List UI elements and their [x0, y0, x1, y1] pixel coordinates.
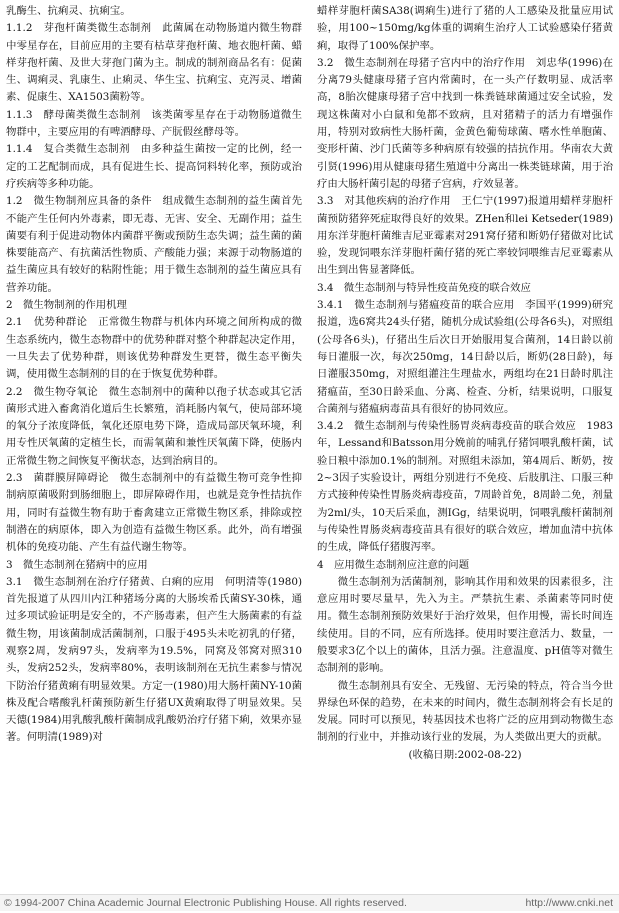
paragraph: 1.2 微生物制剂应具备的条件 组成微生态制剂的益生菌首先不能产生任何内外毒素，即无毒、无害、安全、无副作用；益生菌要有利于促进动物体内菌群平衡或预防生态失调；益生菌的菌株要能高产、有抗菌活性物质、产酸能力强；来源于动物肠道的益生菌应具有较好的粘附性能；用于微生态制剂的益生菌应具有营养功能。 [6, 195, 302, 294]
paragraph: 3.4.1 微生态制剂与猪瘟疫苗的联合应用 李国平(1999)研究报道，选6窝共24头仔猪，随机分成试验组(公母各6头)，对照组(公母各6头)，仔猪出生后次日开始服用复合菌剂，14日龄以前每日灌服一次，每次250mg，14日龄以后，断奶(28日龄)，每日灌服350mg，对照组灌注生理盐水，两组均在21日龄时肌注猪瘟苗，至30日龄采血、分离、检查、分析，结果说明，口服复合菌剂与猪瘟病毒苗具有很好的协同效应。 [317, 299, 613, 415]
paragraph: 2.2 微生物夺氧论 微生态制剂中的菌种以孢子状态或其它活菌形式进入畜禽消化道后生长繁殖，消耗肠内氧气，使局部环境的氧分子浓度降低，氧化还原电势下降，造成局部厌氧环境，利用专性厌氧菌的定植生长，而需氧菌和兼性厌氧菌下降，使肠内正常微生物之间恢复平衡状态，达到治病目的。 [6, 385, 302, 467]
paragraph: 2 微生物制剂的作用机理 [6, 299, 127, 312]
right-column [317, 3, 613, 883]
article-page [6, 3, 613, 883]
paragraph: 1.1.2 芽孢杆菌类微生态制剂 此菌属在动物肠道内微生物群中零星存在，目前应用的主要有枯草芽孢杆菌、地衣胞杆菌、蜡样芽孢杆菌、及世大芽孢门菌为主。制成的制剂商品名有：促菌生、调痢灵、乳康生、止痢灵、华生宝、抗痢宝、克泻灵、增菌素、促康生、XA1503菌粉等。 [6, 22, 302, 104]
copyright-footer [0, 894, 619, 911]
paragraph: 3.2 微生态制剂在母猪子宫内中的治疗作用 刘忠华(1996)在分离79头健康母猪子宫内常菌时，在一头产仔数明显、成活率高，8胎次健康母猪子宫中找到一株粪链球菌通过安全试验，发现这株菌对小白鼠和兔都不致病，且对猪精子的活力有增强作用，特别对致病性大肠杆菌，金黄色葡萄球菌、嗜水性单胞菌、变形杆菌、沙门氏菌等多种病原有较强的拮抗作用。华南农大黄引贤(1996)用从健康母猪生殖道中分离出一株类链球菌，用于治疗由大肠杆菌引起的母猪子宫病，疗效显著。 [317, 56, 613, 190]
paragraph: 3 微生态制剂在猪病中的应用 [6, 558, 148, 571]
paragraph: 3.1 微生态制剂在治疗仔猪黄、白痢的应用 何明清等(1980)首先报道了从四川内江种猪场分离的大肠埃希氏菌SY-30株，通过多项试验证明是安全的，不产肠毒素，但产生大肠菌素的有益微生物，用该菌制成活菌制剂，口服于495头未吃初乳的仔猪，观察2周，发病97头，发病率为19.5%，同窝及邻窝对照310头，发病252头，发病率80%，表明该制剂在无抗生素参与情况下防治仔猪黄痢有明显效果。方定一(1980)用大肠杆菌NY-10菌株及配合嗜酸乳杆菌预防新生仔猪UX黄痢取得了明显效果。吴天德(1984)用乳酸乳酸杆菌制成乳酸奶治疗仔猪下痢，效果亦显著。何明清(1989)对 [6, 575, 302, 744]
paragraph: 3.4.2 微生态制剂与传染性肠胃炎病毒疫苗的联合效应 1983年，Lessand和Batsson用分娩前的哺乳仔猪饲喂乳酸杆菌，试验日粮中添加0.1%的制剂。对照组未添加，第4周后、断奶，按2~3因子实验设计，两组分别进行不免疫、后肢肌注、口服三种方式接种传染性胃肠炎病毒疫苗，7周龄首免，8周龄二免，剂量为2ml/头，10天后采血，测IGg，结果说明，饲喂乳酸杆菌制剂与传染性胃肠炎病毒疫苗具有很好的联合效应，增加血清中抗体的生成，降低仔猪腹泻率。 [317, 420, 613, 554]
received-date: (收稿日期:2002-08-22) [408, 748, 522, 761]
paragraph: 2.1 优势种群论 正常微生物群与机体内环境之间所构成的微生态系统内，微生态物群中的优势种群对整个种群起决定作用，一旦失去了优势种群，则该优势种群发生更替，微生态平衡失调，使用微生态制剂的目的在于恢复优势种群。 [6, 316, 302, 381]
paragraph: 1.1.4 复合类微生态制剂 由多种益生菌按一定的比例，经一定的工艺配制而成，具有促进生长、提高饲料转化率，预防或治疗疾病等多种功能。 [6, 143, 302, 190]
paragraph: 乳酶生、抗痢灵、抗痢宝。 [6, 5, 131, 17]
paragraph: 3.4 微生态制剂与特异性疫苗免疫的联合效应 [317, 281, 531, 294]
paragraph: 蜡样芽胞杆菌SA38(调痢生)进行了猪的人工感染及批量应用试验，用100~150mg/kg体重的调痢生治疗人工试验感染仔猪黄痢，取得了100%保护率。 [317, 5, 613, 52]
cnki-url-link[interactable]: http://www.cnki.net [525, 897, 613, 909]
paragraph: 1.1.3 酵母菌类微生态制剂 该类菌零星存在于动物肠道微生物群中，主要应用的有啤酒酵母、产朊假丝酵母等。 [6, 108, 302, 139]
paragraph: 微生态制剂为活菌制剂，影响其作用和效果的因素很多，注意应用时要尽量早，先入为主。严禁抗生素、杀菌素等同时使用。微生态制剂预防效果好于治疗效果，但作用慢，需长时间连续使用。目的不同，应有所选择。使用时要注意活力、数量，一般要求3亿个以上的菌体，且活力强。注意温度、pH值等对微生态制剂的影响。 [317, 575, 613, 675]
paragraph: 微生态制剂具有安全、无残留、无污染的特点，符合当今世界绿色环保的趋势，在未来的时间内，微生态制剂将会有长足的发展。同时可以预见，转基因技术也将广泛的应用到动物微生态制剂的行业中，并推动该行业的发展，为人类做出更大的贡献。 [317, 679, 613, 744]
paragraph: 2.3 菌群膜屏障碍论 微生态制剂中的有益微生物可竞争性抑制病原菌吸附到肠细胞上，即屏障碍作用，也就是竞争性拮抗作用，同时有益微生物有助于畜禽建立正常微生物区系，排除或控制潜在的病原体，即入为创造有益微生物区系。此外，尚有增强机体的免疫功能、产生有益代谢生物等。 [6, 472, 302, 554]
left-column [6, 3, 302, 883]
paragraph: 3.3 对其他疾病的治疗作用 王仁宁(1997)报道用蜡样芽胞杆菌预防猪猝死症取得良好的效果。ZHen和lei Ketseder(1989)用东洋芽胞杆菌维吉尼亚霉素对291窝仔猪和断奶仔猪做对比试验，发现饲喂东洋芽胞杆菌仔猪的死亡率较饲喂维吉尼亚霉素从出生到出售显著降低。 [317, 195, 613, 277]
paragraph: 4 应用微生态制剂应注意的问题 [317, 558, 470, 571]
copyright-text: © 1994-2007 China Academic Journal Electronic Publishing House. All rights reserved. [4, 897, 407, 909]
